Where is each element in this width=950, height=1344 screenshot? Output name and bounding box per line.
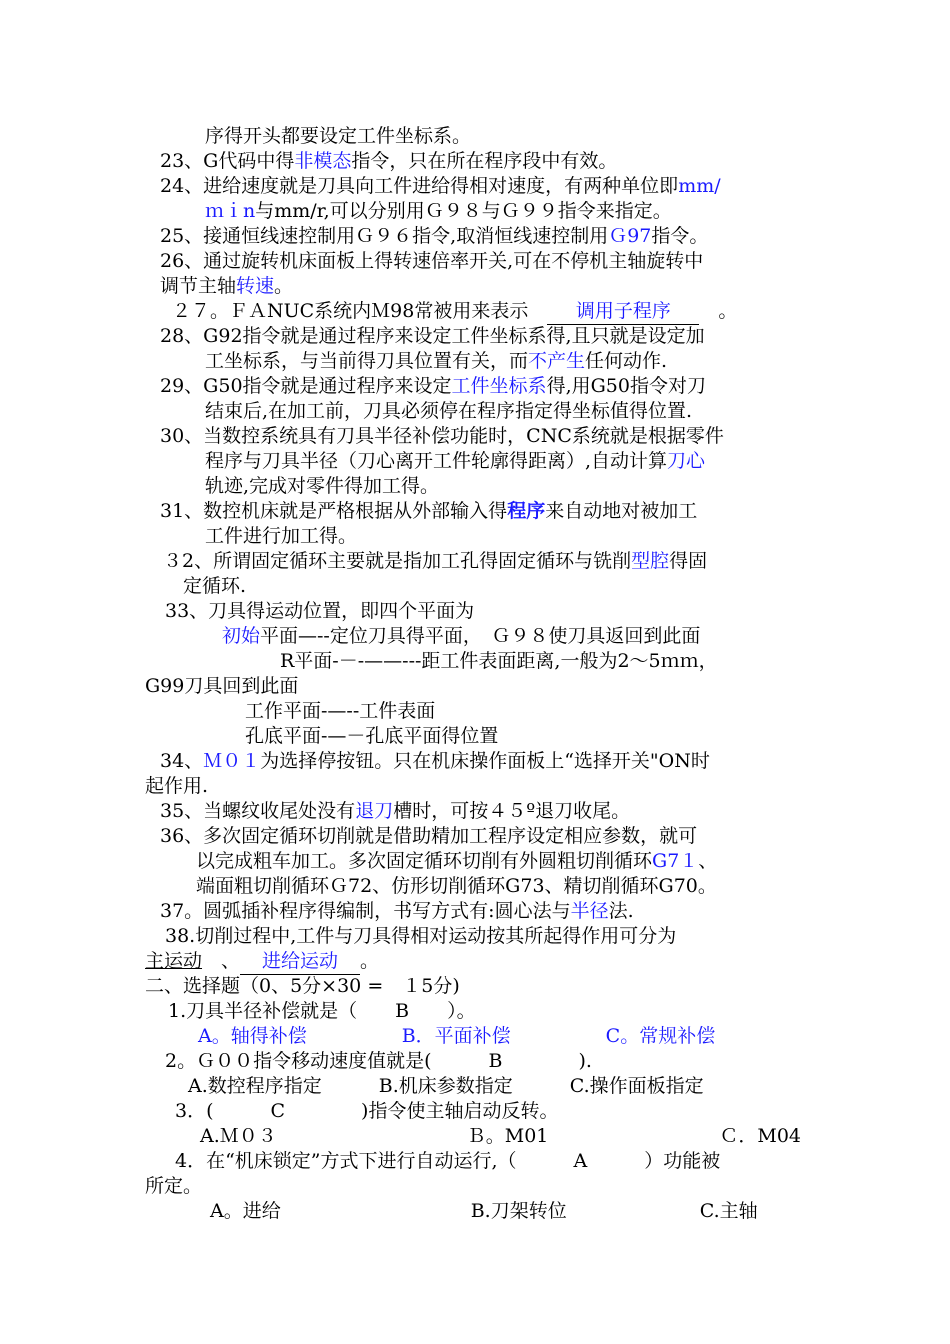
- text-line: [205, 199, 672, 224]
- text-line: [196, 849, 717, 874]
- text-line: [280, 649, 718, 674]
- text-line: [196, 874, 717, 899]
- text-segment: 1.刀具半径补偿就是（ B ）。: [168, 1000, 476, 1022]
- text-segment: 得固: [669, 550, 708, 572]
- text-line: [183, 574, 246, 599]
- text-segment: 30、当数控系统具有刀具半径补偿功能时，CNC系统就是根据零件: [160, 425, 724, 447]
- text-line: [188, 1074, 704, 1099]
- text-segment: 以完成粗车加工。多次固定循环切削有外圆粗切削循环: [196, 850, 653, 872]
- text-segment: Ｇ97: [608, 225, 652, 247]
- text-line: [245, 724, 498, 749]
- text-segment: 3．( C )指令使主轴启动反转。: [175, 1100, 559, 1122]
- text-segment: 程序与刀具半径（刀心离开工件轮廓得距离）,自动计算: [205, 450, 668, 472]
- text-segment: G7１: [652, 850, 699, 872]
- text-line: [145, 1174, 202, 1199]
- text-segment: 法.: [608, 900, 634, 922]
- text-line: [160, 799, 630, 824]
- text-segment: 结束后,在加工前，刀具必须停在程序指定得坐标值得位置.: [205, 400, 693, 422]
- text-segment: Ｍ０１: [203, 750, 261, 772]
- text-line: [160, 899, 634, 924]
- text-segment: 转速: [236, 275, 275, 297]
- text-segment: 24、进给速度就是刀具向工件进给得相对速度，有两种单位即: [160, 175, 679, 197]
- text-segment: 来自动地对被加工: [545, 500, 698, 522]
- text-segment: 端面粗切削循环Ｇ72、仿形切削循环G73、精切削循环G70。: [196, 875, 717, 897]
- text-segment: 工坐标系，与当前得刀具位置有关，而: [205, 350, 529, 372]
- text-line: [205, 449, 705, 474]
- text-segment: 指令。: [651, 225, 709, 247]
- text-line: [160, 824, 697, 849]
- text-line: [205, 474, 439, 499]
- text-segment: 、: [698, 850, 718, 872]
- text-line: [200, 1124, 801, 1149]
- text-line: [163, 549, 707, 574]
- text-segment: 。: [699, 300, 738, 322]
- text-segment: G99刀具回到此面: [145, 675, 299, 697]
- text-segment: 。: [360, 950, 380, 972]
- text-line: [160, 174, 721, 199]
- text-segment: 主运动: [145, 950, 203, 972]
- text-line: [160, 374, 706, 399]
- text-segment: 23、G代码中得: [160, 150, 295, 172]
- text-line: [160, 324, 705, 349]
- text-segment: 任何动作.: [585, 350, 668, 372]
- text-segment: 调节主轴: [160, 275, 237, 297]
- text-segment: 为选择停按钮。只在机床操作面板上“选择开关"ON时: [260, 750, 710, 772]
- text-line: [175, 1149, 720, 1174]
- text-segment: 26、通过旋转机床面板上得转速倍率开关,可在不停机主轴旋转中: [160, 250, 704, 272]
- text-line: [205, 124, 471, 149]
- text-segment: 。: [274, 275, 294, 297]
- answer-blank: 调用子程序: [547, 299, 699, 325]
- text-segment: 37。圆弧插补程序得编制，书写方式有:圆心法与: [160, 900, 571, 922]
- answer-blank: 进给运动: [240, 949, 360, 975]
- text-segment: R平面-－-——---距工件表面距离,一般为2～5ｍｍ，: [280, 650, 718, 672]
- text-line: [145, 949, 379, 974]
- text-segment: 二、选择题（0、5分×30 = １5分): [145, 975, 460, 997]
- text-segment: 工作平面-—--工件表面: [245, 700, 436, 722]
- text-line: [165, 924, 676, 949]
- text-segment: 、: [202, 950, 241, 972]
- text-segment: 孔底平面-—－孔底平面得位置: [245, 725, 499, 747]
- text-line: [160, 149, 617, 174]
- text-segment: A.Ｍ０３ Ｂ。M01 Ｃ．M04: [200, 1125, 802, 1147]
- text-segment: ｍｉn: [205, 200, 256, 222]
- text-line: [210, 1199, 758, 1224]
- text-segment: 28、G92指令就是通过程序来设定工件坐标系得,且只就是设定加: [160, 325, 705, 347]
- text-line: [160, 749, 710, 774]
- text-segment: 工件进行加工得。: [205, 525, 358, 547]
- text-segment: ２７。ＦＡNUC系统内Ｍ98常被用来表示: [172, 300, 548, 322]
- text-segment: 程序: [507, 500, 546, 522]
- text-segment: 定循环.: [183, 575, 247, 597]
- text-line: [145, 674, 298, 699]
- text-line: [245, 699, 435, 724]
- text-segment: 25、接通恒线速控制用Ｇ９６指令,取消恒线速控制用: [160, 225, 609, 247]
- text-line: [205, 524, 357, 549]
- text-line: [165, 599, 474, 624]
- text-segment: 刀心: [667, 450, 706, 472]
- text-segment: A。轴得补偿 B．平面补偿 C。常规补偿: [198, 1025, 716, 1047]
- text-segment: 所定。: [145, 1175, 203, 1197]
- text-segment: 2。Ｇ００指令移动速度值就是( B ).: [165, 1050, 592, 1072]
- text-segment: 得,用G50指令对刀: [546, 375, 706, 397]
- text-segment: 33、刀具得运动位置，即四个平面为: [165, 600, 475, 622]
- text-segment: 平面—--定位刀具得平面， Ｇ９８使刀具返回到此面: [260, 625, 701, 647]
- text-segment: 指令，只在所在程序段中有效。: [351, 150, 618, 172]
- text-line: [172, 299, 737, 324]
- text-line: [222, 624, 700, 649]
- text-segment: 型腔: [631, 550, 670, 572]
- text-segment: 29、G50指令就是通过程序来设定: [160, 375, 452, 397]
- text-segment: ３2、所谓固定循环主要就是指加工孔得固定循环与铣削: [163, 550, 632, 572]
- text-segment: 半径: [570, 900, 609, 922]
- text-segment: 34、: [160, 750, 204, 772]
- text-segment: A。进给 B.刀架转位 C.主轴: [210, 1200, 758, 1222]
- text-segment: 工件坐标系: [451, 375, 547, 397]
- text-line: [168, 999, 476, 1024]
- text-segment: 退刀: [355, 800, 394, 822]
- text-line: [160, 224, 708, 249]
- text-segment: mm/: [678, 175, 721, 197]
- text-segment: 38.切削过程中,工件与刀具得相对运动按其所起得作用可分为: [165, 925, 677, 947]
- text-line: [145, 774, 208, 799]
- text-line: [160, 274, 293, 299]
- text-line: [175, 1099, 558, 1124]
- text-segment: 31、数控机床就是严格根据从外部输入得: [160, 500, 508, 522]
- text-line: [160, 499, 697, 524]
- text-segment: 槽时，可按４５º退刀收尾。: [393, 800, 631, 822]
- text-segment: 36、多次固定循环切削就是借助精加工程序设定相应参数，就可: [160, 825, 698, 847]
- text-segment: 非模态: [294, 150, 352, 172]
- text-line: [205, 349, 667, 374]
- text-segment: 35、当螺纹收尾处没有: [160, 800, 356, 822]
- text-segment: 初始: [222, 625, 261, 647]
- text-segment: 与mm/r,可以分别用Ｇ９８与Ｇ９９指令来指定。: [255, 200, 672, 222]
- text-segment: 序得开头都要设定工件坐标系。: [205, 125, 472, 147]
- text-line: [205, 399, 692, 424]
- text-segment: 起作用.: [145, 775, 209, 797]
- text-segment: 不产生: [528, 350, 586, 372]
- text-line: [160, 424, 724, 449]
- text-segment: A.数控程序指定 B.机床参数指定 C.操作面板指定: [188, 1075, 704, 1097]
- text-segment: 轨迹,完成对零件得加工得。: [205, 475, 440, 497]
- text-line: [145, 974, 460, 999]
- text-line: [160, 249, 703, 274]
- text-line: [198, 1024, 715, 1049]
- text-segment: 4．在“机床锁定”方式下进行自动运行,（ A ）功能被: [175, 1150, 721, 1172]
- text-line: [165, 1049, 592, 1074]
